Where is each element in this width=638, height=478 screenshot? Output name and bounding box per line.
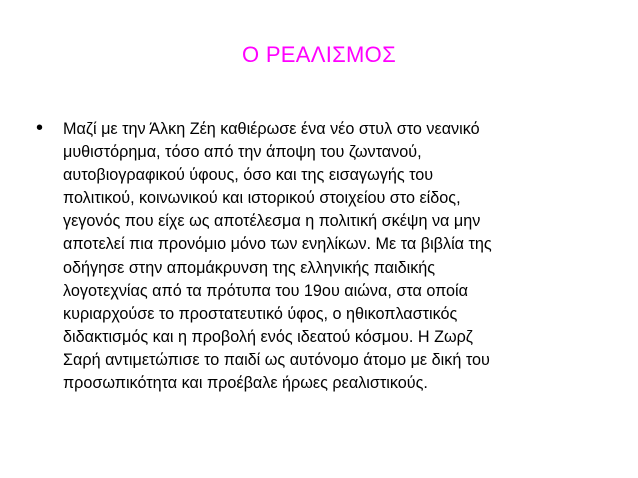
bullet-marker: • xyxy=(36,117,44,139)
paragraph-line: μυθιστόρημα, τόσο από την άποψη του ζωντανού, xyxy=(63,143,422,162)
paragraph-line: λογοτεχνίας από τα πρότυπα του 19ου αιώνα, στα οποία xyxy=(63,281,469,300)
paragraph-line: αποτελεί πια προνόμιο μόνο των ενηλίκων. Με τα βιβλία της xyxy=(63,235,492,254)
paragraph-line: διδακτισμός και η προβολή ενός ιδεατού κόσμου. Η Ζωρζ xyxy=(63,327,473,346)
slide-title: Ο ΡΕΑΛΙΣΜΟΣ xyxy=(242,42,396,67)
paragraph-line: αυτοβιογραφικού ύφους, όσο και της εισαγωγής του xyxy=(63,166,434,185)
paragraph-line: οδήγησε στην απομάκρυνση της ελληνικής παιδικής xyxy=(63,258,436,277)
paragraph-line: Μαζί με την Άλκη Ζέη καθιέρωσε ένα νέο στυλ στο νεανικό xyxy=(63,120,480,138)
paragraph-line: γεγονός που είχε ως αποτέλεσμα η πολιτική σκέψη να μην xyxy=(63,212,481,231)
paragraph-line: Σαρή αντιμετώπισε το παιδί ως αυτόνομο άτομο με δική του xyxy=(63,350,490,369)
paragraph-line: κυριαρχούσε το προστατευτικό ύφος, ο ηθικοπλαστικός xyxy=(63,304,458,323)
paragraph-line: προσωπικότητα και προέβαλε ήρωες ρεαλιστικούς. xyxy=(63,374,428,393)
bullet-paragraph xyxy=(63,118,608,395)
paragraph-line: πολιτικού, κοινωνικού και ιστορικού στοιχείου στο είδος, xyxy=(63,189,461,208)
